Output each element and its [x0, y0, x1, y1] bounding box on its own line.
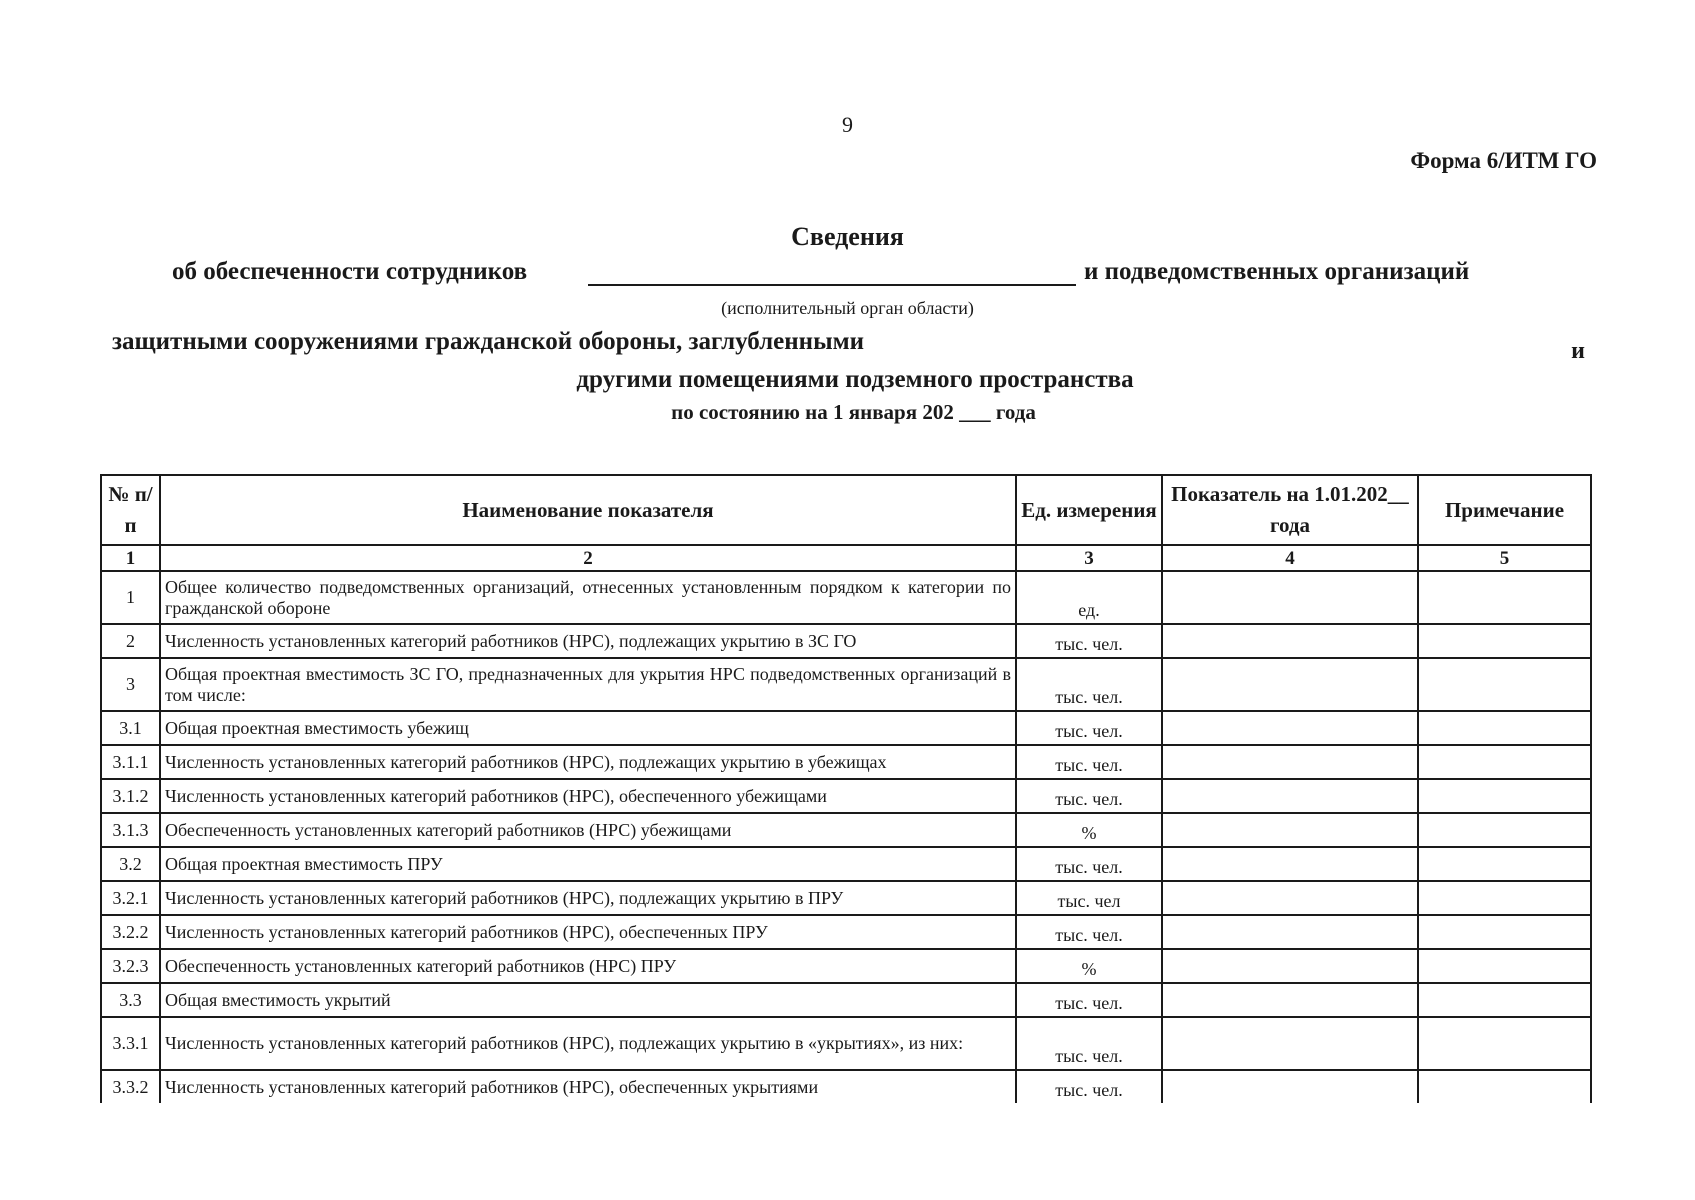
- row-name: Общая проектная вместимость убежищ: [160, 711, 1016, 745]
- row-name: Численность установленных категорий работников (НРС), обеспеченных ПРУ: [160, 915, 1016, 949]
- row-value-cell[interactable]: [1162, 658, 1418, 711]
- row-note-cell[interactable]: [1418, 779, 1591, 813]
- row-note-cell[interactable]: [1418, 1017, 1591, 1070]
- row-value-cell[interactable]: [1162, 847, 1418, 881]
- table-row: [101, 813, 1591, 847]
- row-note-cell[interactable]: [1418, 745, 1591, 779]
- row-value-cell[interactable]: [1162, 624, 1418, 658]
- row-number: 3.3.1: [101, 1017, 160, 1070]
- table-row: [101, 949, 1591, 983]
- table-row: [101, 779, 1591, 813]
- row-number: 3.2.1: [101, 881, 160, 915]
- row-value-cell[interactable]: [1162, 983, 1418, 1017]
- row-unit: ед.: [1016, 571, 1162, 624]
- table-row: [101, 571, 1591, 624]
- row-unit: тыс. чел.: [1016, 1017, 1162, 1070]
- row-unit: %: [1016, 949, 1162, 983]
- table-header-row: [101, 475, 1591, 545]
- header-note: Примечание: [1418, 475, 1591, 545]
- table-row: [101, 658, 1591, 711]
- row-number: 3.1.2: [101, 779, 160, 813]
- row-name: Общее количество подведомственных организаций, отнесенных установленным порядком к категории по гражданской обороне: [160, 571, 1016, 624]
- row-number: 2: [101, 624, 160, 658]
- heading-line-3: защитными сооружениями гражданской обороны, заглубленными: [112, 328, 865, 355]
- row-note-cell[interactable]: [1418, 915, 1591, 949]
- table-row: [101, 847, 1591, 881]
- row-number: 1: [101, 571, 160, 624]
- row-value-cell[interactable]: [1162, 745, 1418, 779]
- row-value-cell[interactable]: [1162, 949, 1418, 983]
- table-row: [101, 1017, 1591, 1070]
- row-number: 3: [101, 658, 160, 711]
- column-number: 4: [1162, 545, 1418, 571]
- subtitle-left: об обеспеченности сотрудников: [172, 258, 528, 285]
- row-note-cell[interactable]: [1418, 1070, 1591, 1103]
- row-unit: тыс. чел.: [1016, 915, 1162, 949]
- row-unit: тыс. чел.: [1016, 983, 1162, 1017]
- row-number: 3.3.2: [101, 1070, 160, 1103]
- row-name: Численность установленных категорий работников (НРС), подлежащих укрытию в ЗС ГО: [160, 624, 1016, 658]
- heading-date-line: по состоянию на 1 января 202 ___ года: [671, 400, 1036, 424]
- row-note-cell[interactable]: [1418, 624, 1591, 658]
- row-name: Обеспеченность установленных категорий работников (НРС) ПРУ: [160, 949, 1016, 983]
- table-row: [101, 915, 1591, 949]
- subtitle-right: и подведомственных организаций: [1084, 258, 1470, 285]
- row-number: 3.2: [101, 847, 160, 881]
- row-unit: тыс. чел: [1016, 881, 1162, 915]
- column-number-row: [101, 545, 1591, 571]
- header-value: Показатель на 1.01.202__ года: [1162, 475, 1418, 545]
- table-row: [101, 1070, 1591, 1103]
- blank-caption: (исполнительный орган области): [721, 298, 974, 318]
- header-num: № п/п: [101, 475, 160, 545]
- row-name: Численность установленных категорий работников (НРС), обеспеченных укрытиями: [160, 1070, 1016, 1103]
- row-name: Общая проектная вместимость ПРУ: [160, 847, 1016, 881]
- row-note-cell[interactable]: [1418, 658, 1591, 711]
- row-value-cell[interactable]: [1162, 1070, 1418, 1103]
- form-code: Форма 6/ИТМ ГО: [1410, 148, 1597, 173]
- row-unit: тыс. чел.: [1016, 745, 1162, 779]
- row-unit: тыс. чел.: [1016, 658, 1162, 711]
- row-number: 3.1: [101, 711, 160, 745]
- row-value-cell[interactable]: [1162, 711, 1418, 745]
- row-number: 3.1.3: [101, 813, 160, 847]
- row-note-cell[interactable]: [1418, 881, 1591, 915]
- heading-line-4: другими помещениями подземного пространства: [576, 366, 1134, 393]
- row-unit: тыс. чел.: [1016, 624, 1162, 658]
- document-title: Сведения: [791, 222, 904, 251]
- row-number: 3.1.1: [101, 745, 160, 779]
- row-value-cell[interactable]: [1162, 779, 1418, 813]
- column-number: 5: [1418, 545, 1591, 571]
- table-row: [101, 624, 1591, 658]
- row-note-cell[interactable]: [1418, 949, 1591, 983]
- row-unit: тыс. чел.: [1016, 779, 1162, 813]
- row-name: Общая вместимость укрытий: [160, 983, 1016, 1017]
- column-number: 3: [1016, 545, 1162, 571]
- row-unit: %: [1016, 813, 1162, 847]
- column-number: 2: [160, 545, 1016, 571]
- row-value-cell[interactable]: [1162, 813, 1418, 847]
- row-note-cell[interactable]: [1418, 847, 1591, 881]
- row-note-cell[interactable]: [1418, 571, 1591, 624]
- row-number: 3.2.2: [101, 915, 160, 949]
- row-number: 3.3: [101, 983, 160, 1017]
- row-note-cell[interactable]: [1418, 813, 1591, 847]
- indicators-table: [100, 474, 1592, 1103]
- row-name: Численность установленных категорий работников (НРС), подлежащих укрытию в ПРУ: [160, 881, 1016, 915]
- row-name: Численность установленных категорий работников (НРС), обеспеченного убежищами: [160, 779, 1016, 813]
- row-number: 3.2.3: [101, 949, 160, 983]
- table-row: [101, 881, 1591, 915]
- page-number: 9: [842, 112, 853, 137]
- header-unit: Ед. измерения: [1016, 475, 1162, 545]
- row-value-cell[interactable]: [1162, 915, 1418, 949]
- row-name: Обеспеченность установленных категорий работников (НРС) убежищами: [160, 813, 1016, 847]
- row-note-cell[interactable]: [1418, 711, 1591, 745]
- row-name: Общая проектная вместимость ЗС ГО, предназначенных для укрытия НРС подведомственных организаций в том числе:: [160, 658, 1016, 711]
- fill-in-blank-line: [588, 284, 1076, 286]
- row-unit: тыс. чел.: [1016, 847, 1162, 881]
- row-value-cell[interactable]: [1162, 571, 1418, 624]
- column-number: 1: [101, 545, 160, 571]
- row-note-cell[interactable]: [1418, 983, 1591, 1017]
- row-name: Численность установленных категорий работников (НРС), подлежащих укрытию в убежищах: [160, 745, 1016, 779]
- header-name: Наименование показателя: [160, 475, 1016, 545]
- row-value-cell[interactable]: [1162, 881, 1418, 915]
- row-value-cell[interactable]: [1162, 1017, 1418, 1070]
- table-row: [101, 983, 1591, 1017]
- table-row: [101, 711, 1591, 745]
- row-unit: тыс. чел.: [1016, 711, 1162, 745]
- heading-line-3-conjunction: и: [1571, 338, 1585, 364]
- table-row: [101, 745, 1591, 779]
- row-unit: тыс. чел.: [1016, 1070, 1162, 1103]
- row-name: Численность установленных категорий работников (НРС), подлежащих укрытию в «укрытиях», из них:: [160, 1017, 1016, 1070]
